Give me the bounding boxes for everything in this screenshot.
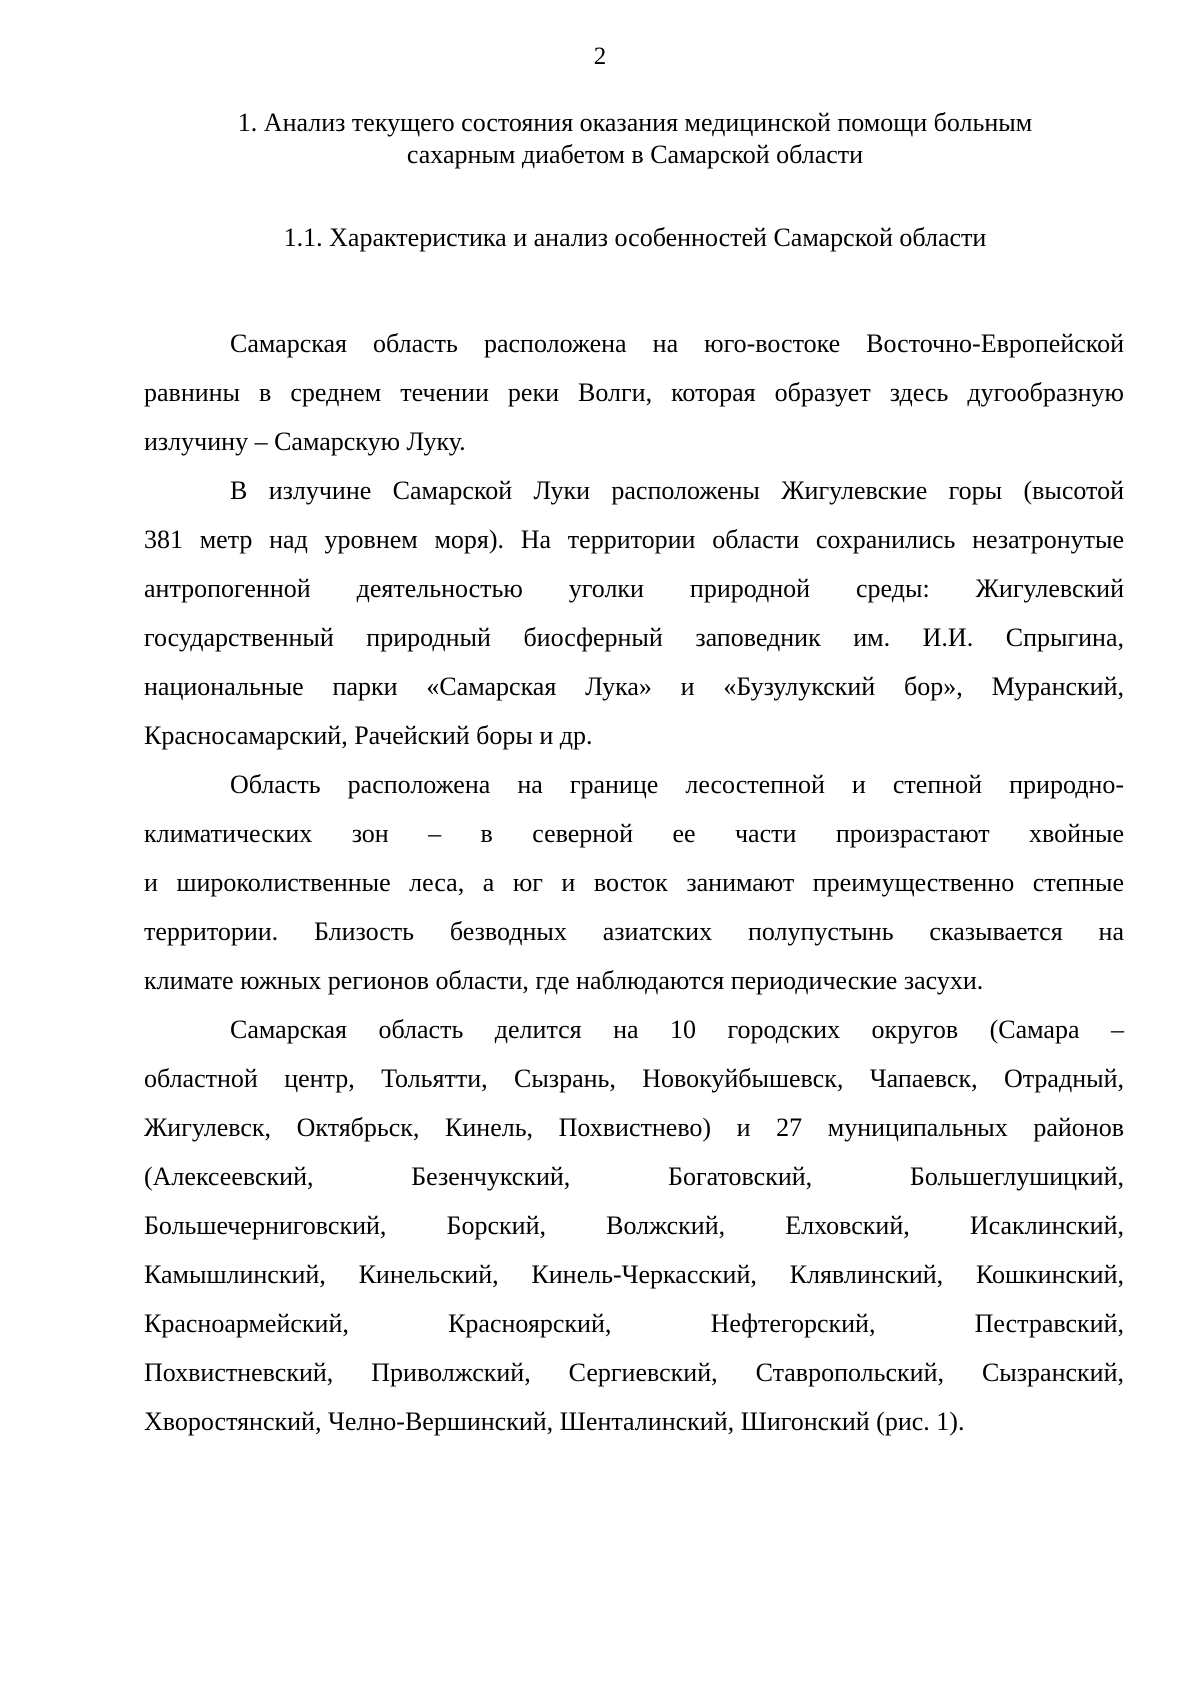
section-heading: [144, 107, 1126, 171]
paragraph-line: и широколиственные леса, а юг и восток занимают преимущественно степные: [144, 868, 1124, 897]
paragraph-line: климате южных регионов области, где наблюдаются периодические засухи.: [144, 966, 984, 995]
paragraph-line: Похвистневский, Приволжский, Сергиевский, Ставропольский, Сызранский,: [144, 1358, 1124, 1387]
paragraph-3: [144, 760, 1124, 1005]
paragraph-line: Красносамарский, Рачейский боры и др.: [144, 721, 593, 750]
paragraph-line: равнины в среднем течении реки Волги, которая образует здесь дугообразную: [144, 378, 1124, 407]
paragraph-line: государственный природный биосферный заповедник им. И.И. Спрыгина,: [144, 623, 1124, 652]
paragraph-line: 381 метр над уровнем моря). На территории области сохранились незатронутые: [144, 525, 1124, 554]
paragraph-line: Камышлинский, Кинельский, Кинель-Черкасский, Клявлинский, Кошкинский,: [144, 1260, 1124, 1289]
paragraph-line: (Алексеевский, Безенчукский, Богатовский, Большеглушицкий,: [144, 1162, 1124, 1191]
paragraph-line: Самарская область делится на 10 городских округов (Самара –: [230, 1015, 1124, 1044]
paragraph-line: национальные парки «Самарская Лука» и «Бузулукский бор», Муранский,: [144, 672, 1124, 701]
paragraph-line: Красноармейский, Красноярский, Нефтегорский, Пестравский,: [144, 1309, 1124, 1338]
body-text: [144, 319, 1124, 1446]
paragraph-line: климатических зон – в северной ее части произрастают хвойные: [144, 819, 1124, 848]
paragraph-line: Самарская область расположена на юго-востоке Восточно-Европейской: [230, 329, 1124, 358]
section-heading-line-2: сахарным диабетом в Самарской области: [406, 140, 864, 169]
paragraph-line: В излучине Самарской Луки расположены Жигулевские горы (высотой: [230, 476, 1124, 505]
subsection-heading: 1.1. Характеристика и анализ особенностей Самарской области: [283, 223, 987, 252]
paragraph-line: Жигулевск, Октябрьск, Кинель, Похвистнево) и 27 муниципальных районов: [144, 1113, 1124, 1142]
paragraph-4: [144, 1005, 1124, 1446]
paragraph-line: областной центр, Тольятти, Сызрань, Новокуйбышевск, Чапаевск, Отрадный,: [144, 1064, 1124, 1093]
paragraph-line: Область расположена на границе лесостепной и степной природно-: [230, 770, 1124, 799]
paragraph-line: Хворостянский, Челно-Вершинский, Шенталинский, Шигонский (рис. 1).: [144, 1407, 965, 1436]
page-number: 2: [593, 43, 607, 70]
paragraph-line: Большечерниговский, Борский, Волжский, Елховский, Исаклинский,: [144, 1211, 1124, 1240]
paragraph-2: [144, 466, 1124, 760]
paragraph-1: [144, 319, 1124, 466]
paragraph-line: антропогенной деятельностью уголки природной среды: Жигулевский: [144, 574, 1124, 603]
paragraph-line: излучину – Самарскую Луку.: [144, 427, 466, 456]
paragraph-line: территории. Близость безводных азиатских полупустынь сказывается на: [144, 917, 1124, 946]
section-heading-line-1: 1. Анализ текущего состояния оказания медицинской помощи больным: [237, 108, 1033, 137]
